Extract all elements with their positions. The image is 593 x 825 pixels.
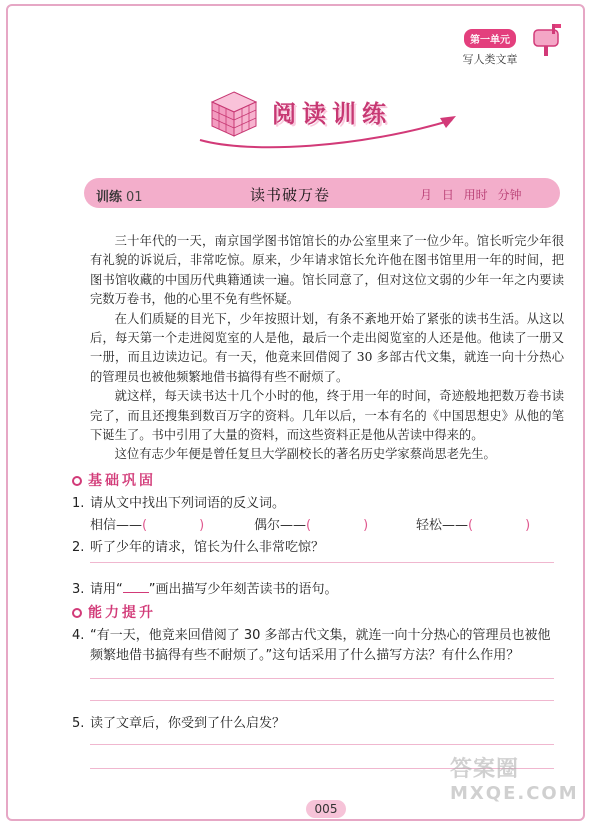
question-text: 读了文章后，你受到了什么启发？ [90,716,286,731]
unit-badge [455,28,525,67]
underline-sample [123,580,149,593]
mailbox-icon [528,22,562,58]
passage-paragraph: 在人们质疑的目光下，少年按照计划，有条不紊地开始了紧张的读书生活。从这以后，每天第一个走进阅览室的人是他，最后一个走出阅览室的人还是他。他读了一册又一册，而且边读边记。有一天，他竟来回借阅了 30 多部古代文集，就连一向十分热心的管理员也被他频繁地借书搞得有些不耐烦了。 [90,311,564,384]
lesson-label: 训练 [96,190,123,205]
antonym-item: 相信——( ) [90,518,205,533]
question-5 [72,712,285,731]
unit-title: 第一单元 [464,29,516,48]
passage-paragraph: 就这样，每天读书达十几个小时的他，终于用一年的时间，奇迹般地把数万卷书读完了，而且还搜集到数百万字的资料。几年以后，一本有名的《中国思想史》从他的笔下诞生了。书中引用了大量的资料，而这些资料正是他从苦读中得来的。 [90,389,564,443]
answer-line[interactable] [90,562,554,563]
section-basic-label: 基础巩固 [88,473,156,489]
answer-line[interactable] [90,678,554,679]
question-4: 4. “有一天，他竟来回借阅了 30 多部古代文集，就连一向十分热心的管理员也被他 频繁地借书搞得有些不耐烦了。”这句话采用了什么描写方法？有什么作用？ [72,628,551,663]
lesson-meta: 月 日 用时 分钟 [420,188,522,202]
passage-paragraph: 这位有志少年便是曾任复旦大学副校长的著名历史学家蔡尚思老先生。 [114,447,496,462]
antonym-item: 轻松——( ) [416,518,531,533]
question-number: 1. [72,496,85,511]
question-1 [72,492,285,511]
question-number: 4. [72,628,85,643]
antonym-item: 偶尔——( ) [254,518,369,533]
question-text: 请从文中找出下列词语的反义词。 [90,496,286,511]
section-ability-heading [72,602,156,622]
lesson-title: 读书破万卷 [250,186,331,204]
section-basic-heading [72,470,156,490]
page-number: 005 [306,800,346,818]
lesson-index: 01 [126,190,143,205]
section-bullet-icon [72,608,82,618]
answer-line[interactable] [90,744,554,745]
section-bullet-icon [72,476,82,486]
watermark: 答案圈 MXQE.COM [450,757,579,804]
reading-passage [90,232,564,465]
question-number: 2. [72,540,85,555]
answer-line[interactable] [90,700,554,701]
question-3: 3. 请用“ ”画出描写少年刻苦读书的语句。 [72,582,338,597]
question-number: 3. [72,582,85,597]
banner-title: 阅读训练 [272,99,392,128]
question-number: 5. [72,716,85,731]
section-ability-label: 能力提升 [88,605,156,621]
question-2 [72,536,324,555]
question-text: 听了少年的请求，馆长为什么非常吃惊？ [90,540,325,555]
passage-paragraph: 三十年代的一天，南京国学图书馆馆长的办公室里来了一位少年。馆长听完少年很有礼貌的诉说后，非常吃惊。原来，少年请求馆长允许他在图书馆里用一年的时间，把图书馆收藏的中国历代典籍通读一遍。馆长同意了，但对这位文弱的少年一年之内要读完数万卷书，他的心里不免有些怀疑。 [90,234,564,307]
lesson-number [96,186,143,205]
unit-subtitle: 写人类文章 [462,53,518,66]
